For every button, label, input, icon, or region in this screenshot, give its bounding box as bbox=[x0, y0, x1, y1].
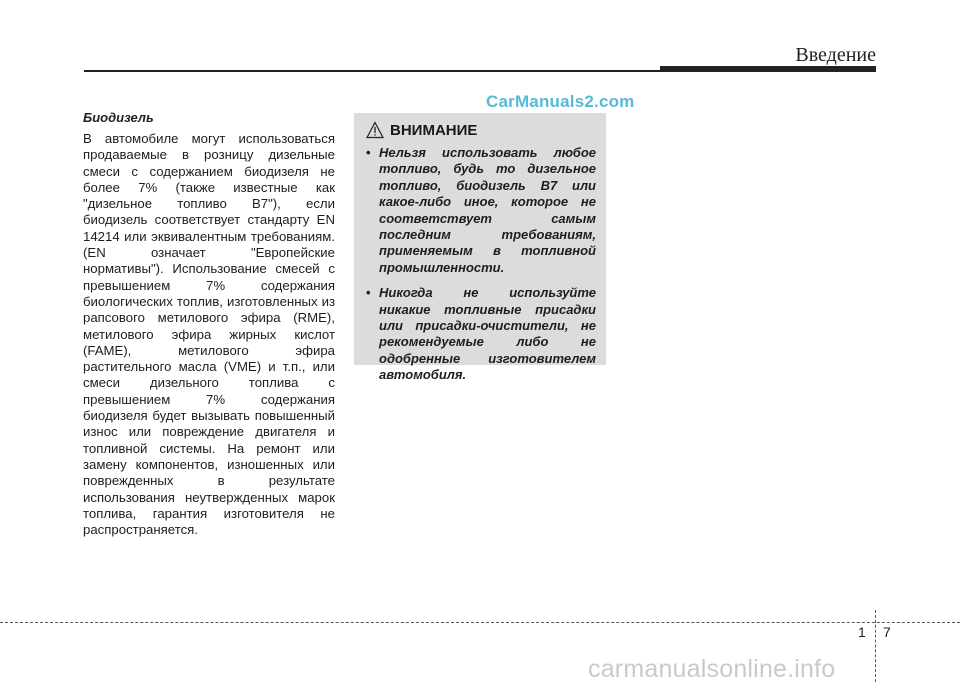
header-rule bbox=[84, 70, 662, 72]
chapter-number: 1 bbox=[858, 624, 866, 640]
bullet: • bbox=[366, 145, 371, 160]
warning-item bbox=[366, 285, 596, 383]
section-title: Введение bbox=[795, 44, 876, 66]
biodiesel-body: В автомобиле могут использоваться продаваемые в розницу дизельные смеси с содержанием биодизеля не более 7% (также известные как "дизельное топливо B7"), если биодизель соответствует стандарту EN 14214 или эквивалентным требованиям. (EN означает "Европейские нормативы"). Использование смесей с превышением 7% содержания биологических топлив, изготовленных из рапсового метилового эфира (RME), метилового эфира жирных кислот (FAME), метилового эфира растительного масла (VME) и т.п., или смеси дизельного топлива с превышением 7% содержания биодизеля будет вызывать повышенный износ или повреждение двигателя и топливной системы. На ремонт или замену компонентов, изношенных или поврежденных в результате использования неутвержденных марок топлива, гарантия изготовителя не распространяется. bbox=[83, 131, 335, 538]
bullet: • bbox=[366, 285, 371, 301]
header-rule-accent bbox=[660, 66, 876, 72]
warning-item bbox=[366, 145, 596, 276]
watermark-top: CarManuals2.com bbox=[486, 92, 635, 111]
watermark-bottom: carmanualsonline.info bbox=[588, 655, 836, 683]
biodiesel-heading: Биодизель bbox=[83, 110, 154, 125]
warning-list bbox=[366, 145, 596, 384]
warning-item-text: Нельзя использовать любое топливо, будь то дизельное топливо, биодизель B7 или какое-либо иное, которое не соответствует самым последним требованиям, применяемым в топливной промышленности. bbox=[379, 145, 596, 275]
warning-header bbox=[366, 121, 596, 139]
page-number: 7 bbox=[883, 624, 891, 640]
biodiesel-section bbox=[83, 110, 335, 538]
warning-item-text: Никогда не используйте никакие топливные присадки или присадки-очистители, не рекомендуемые либо не одобренные изготовителем автомобиля. bbox=[379, 285, 596, 383]
warning-box bbox=[354, 113, 606, 383]
footer-divider bbox=[0, 622, 960, 623]
warning-triangle-icon bbox=[366, 121, 384, 139]
page-number-separator bbox=[875, 610, 876, 682]
warning-title: ВНИМАНИЕ bbox=[390, 121, 478, 139]
